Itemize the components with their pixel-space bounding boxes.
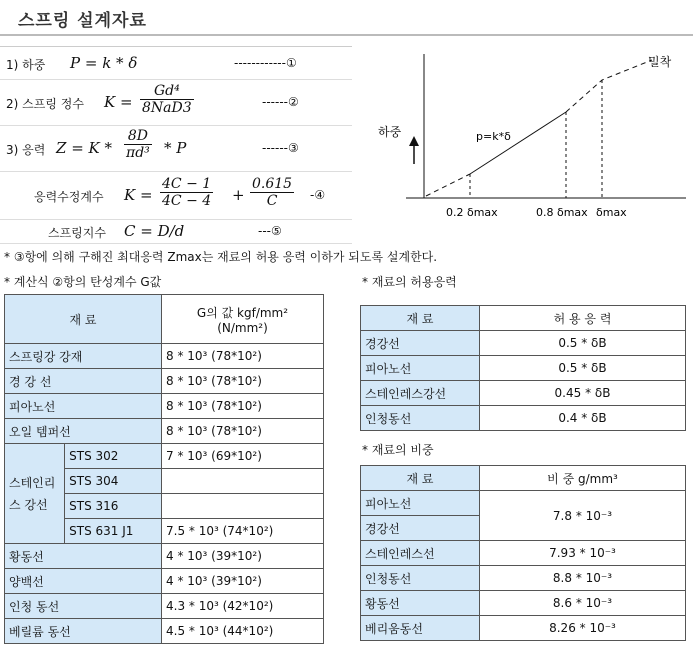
formula-2-label: 2) 스프링 정수 (6, 97, 84, 111)
graph-curve-label: 밀착 (648, 55, 672, 69)
table3-cell-name: 베리움동선 (361, 616, 480, 641)
formula-1-tail: ------------① (234, 56, 297, 70)
table3-cell-name: 경강선 (361, 516, 480, 541)
table-row (5, 444, 324, 469)
table1-cell-name: 베릴륨 동선 (5, 619, 162, 644)
table1-cell-value: 4 * 10³ (39*10²) (162, 544, 324, 569)
table3-cell-value: 7.8 * 10⁻³ (480, 491, 686, 541)
table1-cell-value: 8 * 10³ (78*10²) (162, 419, 324, 444)
up-arrow-icon (409, 136, 419, 146)
table3-cell-value: 8.26 * 10⁻³ (480, 616, 686, 641)
formula-3-tail: ------③ (262, 141, 299, 155)
table-specific-gravity (360, 465, 686, 641)
table1-group-name: 스테인리스 강선 (5, 444, 65, 544)
table1-cell-value: 8 * 10³ (78*10²) (162, 394, 324, 419)
page-title: 스프링 설계자료 (18, 11, 147, 31)
graph-tick-max: δmax (596, 206, 627, 219)
formula-3-numerator: 8D (124, 128, 152, 145)
graph-tick-08: 0.8 δmax (536, 206, 588, 219)
table1-caption: * 계산식 ②항의 탄성계수 G값 (4, 275, 162, 289)
table1-header-g (162, 295, 324, 344)
table2-cell-name: 피아노선 (361, 356, 480, 381)
table1-cell-value: 4.3 * 10³ (42*10²) (162, 594, 324, 619)
table-row (5, 619, 324, 644)
formula-4-fraction-2 (250, 176, 294, 209)
formula-1-expr: P = k * δ (70, 54, 138, 72)
table1-cell-sub: STS 631 J1 (65, 519, 162, 544)
table-allowable-stress (360, 305, 686, 431)
graph-y-label: 하중 (378, 125, 402, 139)
formula-4 (0, 171, 352, 220)
table1-cell-name: 피아노선 (5, 394, 162, 419)
formula-4-fraction-1 (160, 176, 213, 209)
formula-4-denominator-1: 4C − 4 (162, 193, 212, 209)
load-deflection-graph (356, 46, 693, 224)
table2-cell-name: 경강선 (361, 331, 480, 356)
table1-cell-sub: STS 316 (65, 494, 162, 519)
table3-header-material: 재 료 (361, 466, 480, 491)
formula-2-tail: ------② (262, 95, 299, 109)
formula-3-denominator: πd³ (126, 145, 150, 161)
table-row (361, 591, 686, 616)
formula-4-denominator-2: C (266, 193, 278, 209)
note-max-stress: * ③항에 의해 구해진 최대응력 Zmax는 재료의 허용 응력 이하가 되도록 설계한다. (4, 250, 438, 264)
table1-cell-value (162, 494, 324, 519)
table2-cell-name: 스테인레스강선 (361, 381, 480, 406)
table1-header-material: 재 료 (5, 295, 162, 344)
table1-cell-name: 양백선 (5, 569, 162, 594)
table1-header-g-line2: (N/mm²) (217, 320, 268, 335)
table1-cell-value: 4 * 10³ (39*10²) (162, 569, 324, 594)
table1-cell-value (162, 469, 324, 494)
table2-cell-value: 0.5 * δB (480, 331, 686, 356)
table1-cell-value: 7.5 * 10³ (74*10²) (162, 519, 324, 544)
table2-cell-value: 0.5 * δB (480, 356, 686, 381)
table-row (5, 594, 324, 619)
table-row (5, 369, 324, 394)
table1-header-g-line1: G의 값 kgf/mm² (196, 305, 289, 320)
formula-5-label: 스프링지수 (48, 226, 106, 240)
table1-cell-value: 7 * 10³ (69*10²) (162, 444, 324, 469)
table3-cell-name: 스테인레스선 (361, 541, 480, 566)
formula-4-lhs: K = (124, 186, 153, 204)
table3-cell-name: 피아노선 (361, 491, 480, 516)
table-row (5, 394, 324, 419)
formula-3-label: 3) 응력 (6, 143, 46, 157)
formula-1 (0, 47, 352, 80)
table1-cell-value: 8 * 10³ (78*10²) (162, 369, 324, 394)
table3-cell-value: 7.93 * 10⁻³ (480, 541, 686, 566)
table2-cell-value: 0.45 * δB (480, 381, 686, 406)
formula-2-lhs: K = (104, 93, 133, 111)
formula-3-lhs: Z = K * (56, 139, 113, 157)
table1-cell-name: 황동선 (5, 544, 162, 569)
table-row (361, 566, 686, 591)
table1-cell-name: 스프링강 강재 (5, 344, 162, 369)
table-row (361, 541, 686, 566)
table-row (361, 491, 686, 516)
table-row (361, 616, 686, 641)
formula-4-plus: + (232, 186, 245, 204)
table3-cell-name: 황동선 (361, 591, 480, 616)
table3-cell-value: 8.8 * 10⁻³ (480, 566, 686, 591)
table-row (361, 331, 686, 356)
table3-caption: * 재료의 비중 (362, 443, 434, 457)
table-row (361, 356, 686, 381)
formula-4-numerator-2: 0.615 (252, 176, 293, 192)
table-row (361, 406, 686, 431)
table-row (361, 381, 686, 406)
formula-1-label: 1) 하중 (6, 58, 46, 72)
formula-5-expr: C = D/d (124, 222, 185, 240)
formula-4-label: 응력수정계수 (34, 190, 104, 204)
table1-cell-name: 인청 동선 (5, 594, 162, 619)
formula-3-rhs: * P (164, 139, 187, 157)
table2-caption: * 재료의 허용응력 (362, 275, 457, 289)
graph-linear-segment (470, 112, 566, 174)
formula-3-fraction (124, 128, 152, 161)
table3-cell-value: 8.6 * 10⁻³ (480, 591, 686, 616)
table-row (5, 344, 324, 369)
title-divider (0, 34, 693, 36)
formula-4-numerator-1: 4C − 1 (162, 176, 212, 192)
table1-cell-value: 4.5 * 10³ (44*10²) (162, 619, 324, 644)
table1-cell-name: 경 강 선 (5, 369, 162, 394)
formula-5-tail: ---⑤ (258, 224, 282, 238)
formula-5 (0, 219, 352, 244)
table-g-value (4, 294, 324, 644)
graph-line-label: p=k*δ (476, 130, 511, 143)
table-row (5, 544, 324, 569)
table1-cell-value: 8 * 10³ (78*10²) (162, 344, 324, 369)
formula-2-denominator: 8NaD3 (142, 100, 192, 116)
table2-header-material: 재 료 (361, 306, 480, 331)
table-row (5, 569, 324, 594)
formula-2-numerator: Gd⁴ (140, 83, 194, 100)
table2-cell-value: 0.4 * δB (480, 406, 686, 431)
table1-cell-sub: STS 304 (65, 469, 162, 494)
table1-cell-name: 오일 템퍼선 (5, 419, 162, 444)
table3-cell-name: 인청동선 (361, 566, 480, 591)
formula-section (0, 46, 352, 243)
table3-header-gravity: 비 중 g/mm³ (480, 466, 686, 491)
formula-4-tail: -④ (310, 188, 326, 202)
table-row (5, 419, 324, 444)
table2-header-stress: 허 용 응 력 (480, 306, 686, 331)
table1-cell-sub: STS 302 (65, 444, 162, 469)
formula-2-fraction (140, 83, 194, 116)
table2-cell-name: 인청동선 (361, 406, 480, 431)
formula-2 (0, 79, 352, 126)
graph-dashed-start (426, 174, 470, 196)
graph-tick-02: 0.2 δmax (446, 206, 498, 219)
formula-3 (0, 125, 352, 172)
graph-dashed-end (566, 60, 652, 112)
